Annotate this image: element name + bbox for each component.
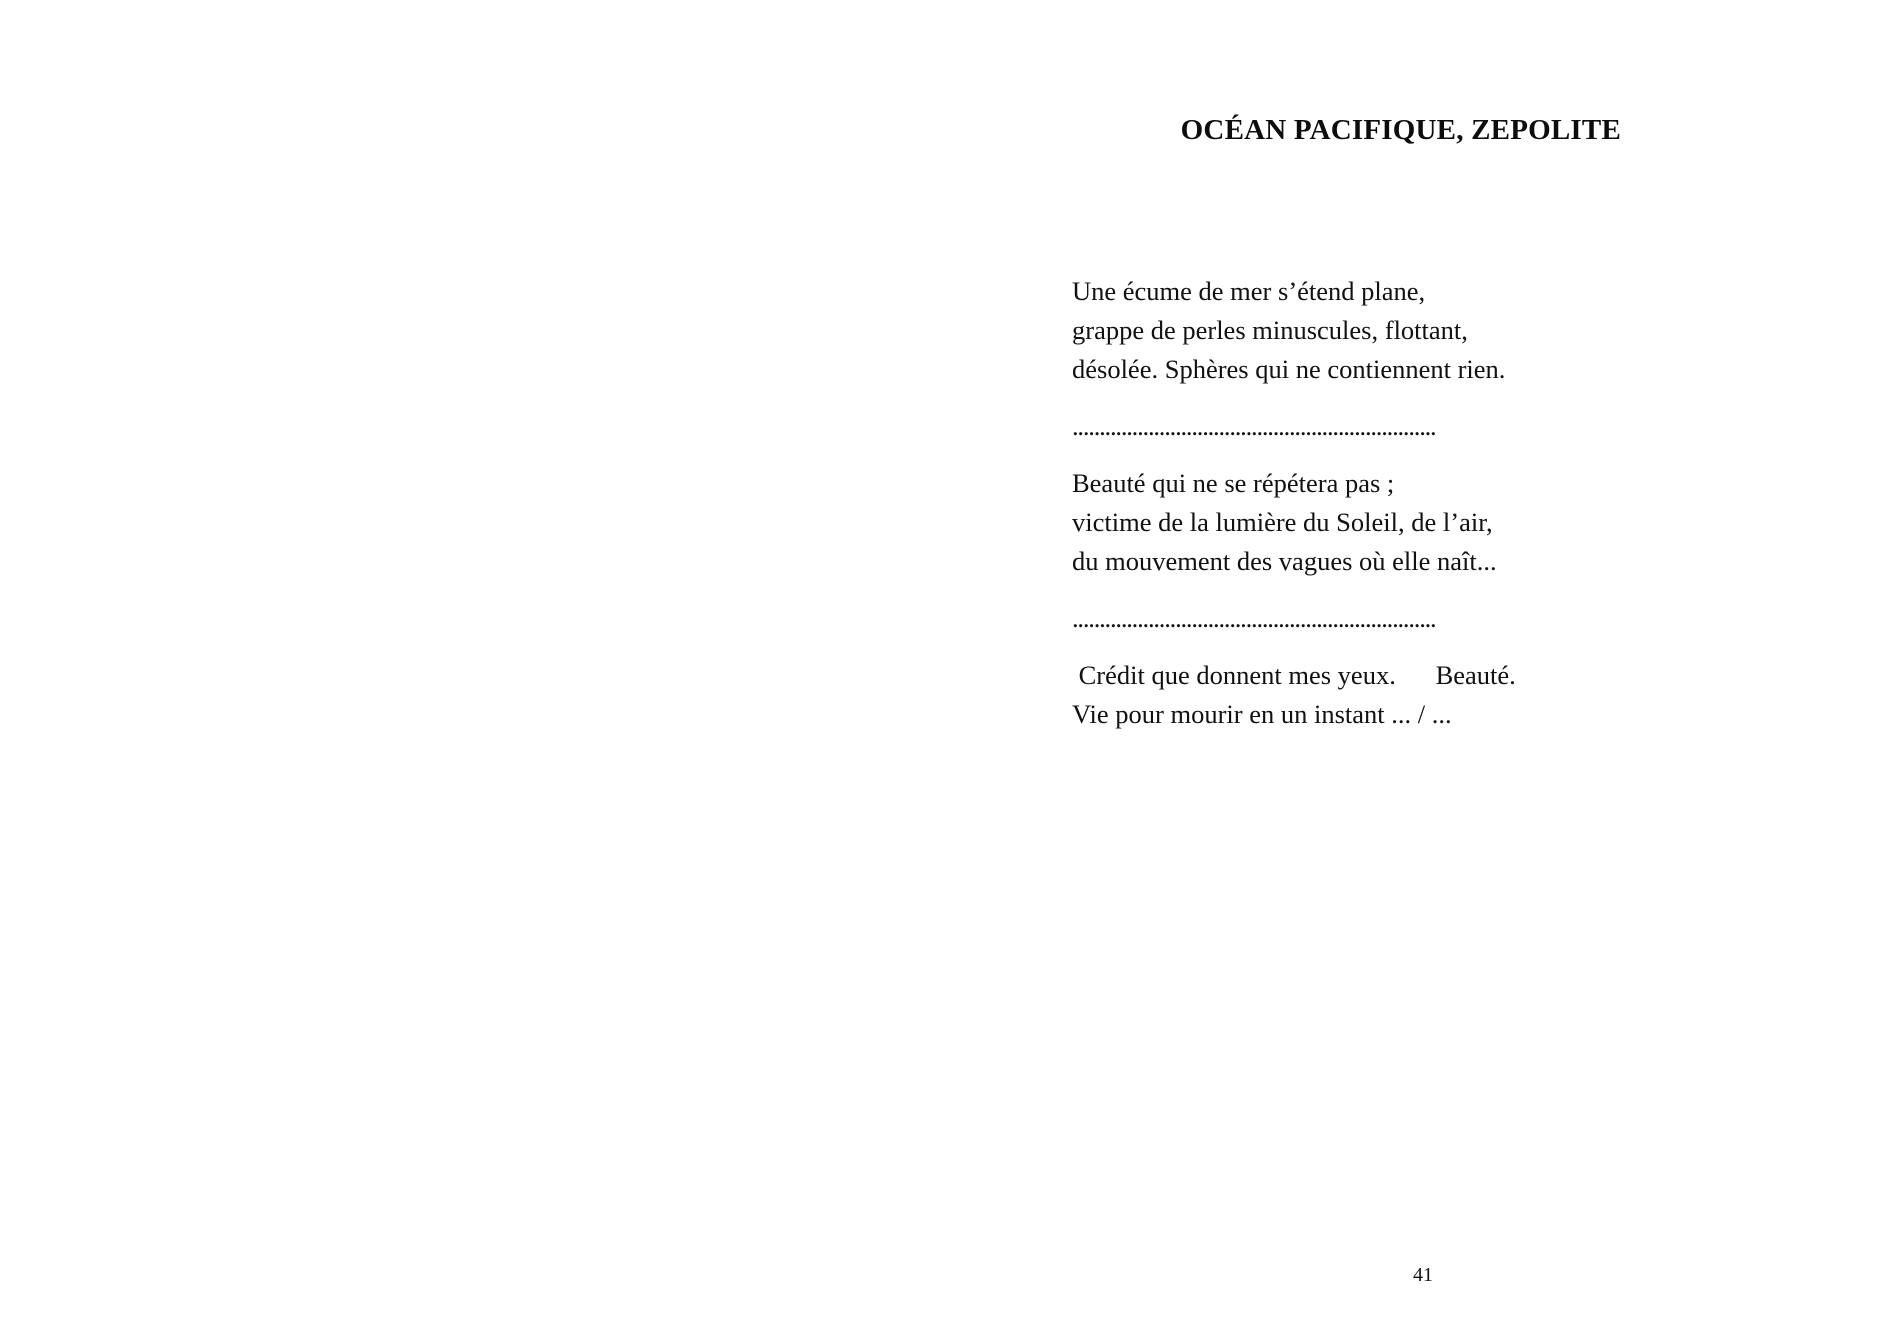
poem-body (1072, 272, 1516, 734)
right-page (945, 0, 1890, 1339)
dotted-separator: ................................................................... (1072, 603, 1436, 633)
stanza-3 (1072, 656, 1516, 734)
poem-line: du mouvement des vagues où elle naît... (1072, 546, 1497, 576)
page-number: 41 (1413, 1264, 1433, 1286)
poem-line: grappe de perles minuscules, flottant, (1072, 315, 1468, 345)
poem-title: OCÉAN PACIFIQUE, ZEPOLITE (1180, 114, 1621, 146)
poem-line: Une écume de mer s’étend plane, (1072, 276, 1426, 306)
poem-line: Vie pour mourir en un instant ... / ... (1072, 699, 1452, 729)
dotted-separator: ................................................................... (1072, 411, 1436, 441)
poem-line: Beauté qui ne se répétera pas ; (1072, 468, 1395, 498)
poem-line: Crédit que donnent mes yeux. Beauté. (1072, 660, 1516, 690)
stanza-2 (1072, 464, 1516, 581)
poem-line: désolée. Sphères qui ne contiennent rien. (1072, 354, 1506, 384)
stanza-1 (1072, 272, 1516, 389)
poem-line: victime de la lumière du Soleil, de l’air, (1072, 507, 1493, 537)
